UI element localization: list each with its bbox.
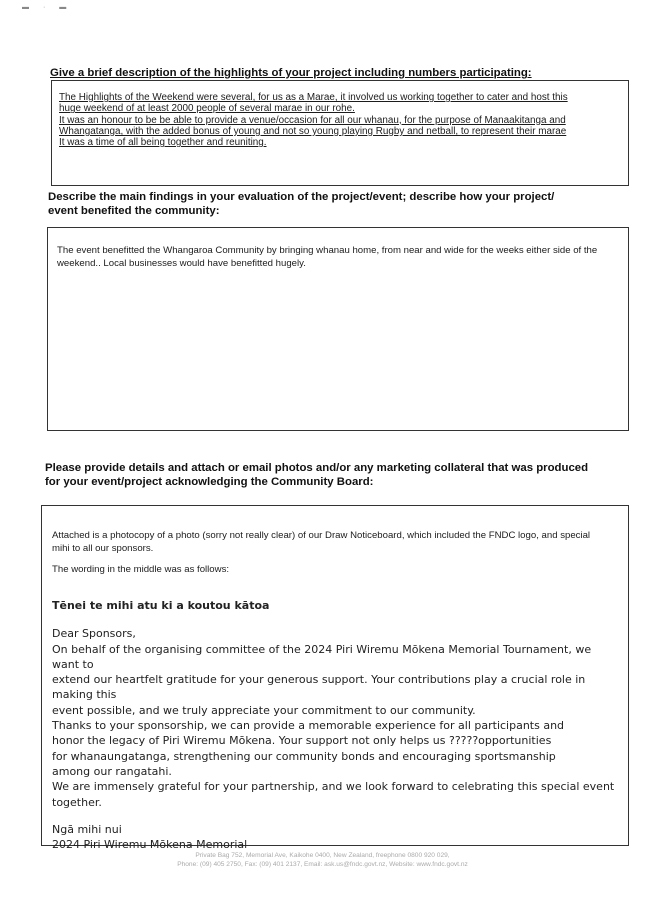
mihi-line: extend our heartfelt gratitude for your generous support. Your contributions play a crucial role in making this [52, 673, 586, 702]
collateral-heading [45, 461, 588, 489]
scan-artifact: ▬ · ▬ [22, 4, 73, 11]
findings-heading [48, 190, 554, 218]
mihi-line: for whanaungatanga, strengthening our community bonds and encouraging sportsmanship [52, 749, 556, 763]
footer-contact: Phone: (09) 405 2750, Fax: (09) 401 2137, Email: ask.us@fndc.govt.nz, Website: www.fndc.govt.nz [177, 861, 468, 868]
collateral-heading-line: Please provide details and attach or email photos and/or any marketing collateral that was produced [45, 462, 589, 474]
findings-box[interactable] [47, 227, 629, 431]
collateral-intro: Attached is a photocopy of a photo (sorry not really clear) of our Draw Noticeboard, which included the FNDC logo, and special mihi to all our sponsors. [52, 530, 591, 554]
mihi-line: Thanks to your sponsorship, we can provide a memorable experience for all participants and [52, 719, 565, 733]
mihi-line: event possible, and we truly appreciate your commitment to our community. [52, 703, 476, 717]
footer-address: Private Bag 752, Memorial Ave, Kaikohe 0400, New Zealand, freephone 0800 920 029, [195, 852, 450, 859]
findings-heading-line: Describe the main findings in your evaluation of the project/event; describe how your project/ [48, 191, 555, 203]
wording-intro: The wording in the middle was as follows: [52, 564, 230, 575]
mihi-line: Dear Sponsors, [52, 627, 136, 641]
mihi-line: On behalf of the organising committee of the 2024 Piri Wiremu Mōkena Memorial Tournament, we want to [52, 642, 592, 671]
highlights-heading: Give a brief description of the highlights of your project including numbers participating: [50, 67, 532, 79]
mihi-line: We are immensely grateful for your partnership, and we look forward to celebrating this special event [52, 780, 615, 794]
mihi-line: among our rangatahi. [52, 764, 172, 778]
mihi-letter [52, 626, 618, 810]
signoff-line: Ngā mihi nui [52, 822, 122, 836]
highlights-line: Whangatanga, with the added bonus of young and not so young playing Rugby and netball, to represent their marae [59, 125, 567, 137]
highlights-line: It was an honour to be be able to provide a venue/occasion for all our whanau, for the purpose of Manaakitanga and [59, 114, 566, 126]
findings-heading-line: event benefited the community: [48, 205, 220, 217]
footer [0, 851, 645, 869]
highlights-line: huge weekend of at least 2000 people of several marae in our rohe. [59, 103, 355, 115]
highlights-line: The Highlights of the Weekend were several, for us as a Marae, it involved us working together to cater and host this [59, 92, 568, 103]
signoff-line: 2024 Piri Wiremu Mōkena Memorial [52, 838, 248, 852]
collateral-heading-line: for your event/project acknowledging the Community Board: [45, 476, 374, 488]
mihi-line: honor the legacy of Piri Wiremu Mōkena. Your support not only helps us ?????opportunities [52, 734, 552, 748]
findings-text: The event benefitted the Whangaroa Community by bringing whanau home, from near and wide for the weeks either side of the weekend.. Local businesses would have benefitted hugely. [57, 245, 598, 269]
highlights-box[interactable] [51, 80, 629, 186]
mihi-line: together. [52, 795, 102, 809]
mihi-title: Tēnei te mihi atu ki a koutou kātoa [52, 599, 270, 612]
collateral-box[interactable] [41, 505, 629, 852]
highlights-line: It was a time of all being together and reuniting. [59, 137, 267, 149]
